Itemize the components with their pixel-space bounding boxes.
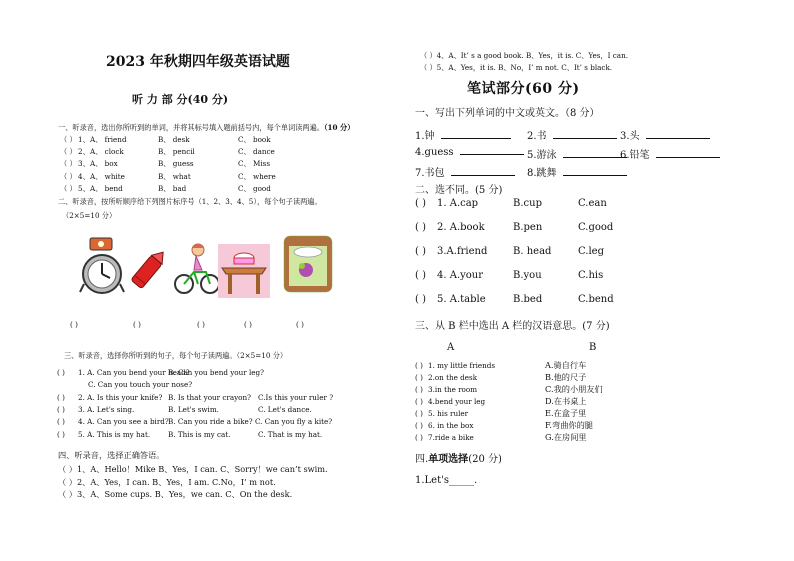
option-a: 5. A.table <box>437 294 486 305</box>
option-a: A、 clock <box>90 147 124 157</box>
picture-answer-bracket[interactable]: ( ) <box>296 320 304 329</box>
picture-answer-bracket[interactable]: ( ) <box>244 320 252 329</box>
answer-paren[interactable]: ( ) <box>415 409 423 418</box>
question-number: 2、 <box>78 147 90 157</box>
option-c: C、 book <box>238 135 271 144</box>
right-sec2-heading: 二、选不同。(5 分) <box>415 185 503 196</box>
question-row: （ ）5、A、Yes，it is. B、No，I’ m not. C、It’ s black. <box>420 63 613 72</box>
heading-bold: 单项选择 <box>428 454 469 465</box>
option-c: C、 good <box>238 183 271 193</box>
vocab-label: 7.书包 <box>415 168 445 179</box>
column-b-item: C.我的小朋友们 <box>545 384 603 394</box>
right-sec4-q1: 1.Let's_____. <box>415 475 478 486</box>
option-a: 4. A.your <box>437 270 484 281</box>
answer-paren[interactable]: ( ) <box>415 270 426 281</box>
answer-paren[interactable]: ( ) <box>415 198 426 209</box>
column-a-item: 3.in the room <box>428 385 478 394</box>
option-c: C. That is my hat. <box>258 429 323 439</box>
option-a: C. Can you touch your nose? <box>88 380 193 390</box>
bed-picture <box>282 232 334 296</box>
column-a-item: 7.ride a bike <box>428 433 474 442</box>
question-number: 4、 <box>78 171 90 181</box>
option-b: B. Is that your crayon? <box>168 392 251 402</box>
bike-picture <box>174 240 220 296</box>
vocab-item <box>620 146 720 161</box>
column-b-item: F.弯曲你的腿 <box>545 420 593 430</box>
option-a: 4. A. Can you see a bird? <box>78 417 169 427</box>
left-sec2-score: （2×5=10 分） <box>62 211 117 220</box>
answer-paren[interactable]: ( ) <box>57 368 65 377</box>
answer-paren[interactable]: ( ) <box>415 385 423 394</box>
option-a: 1. A. Can you bend your head? <box>78 368 190 377</box>
column-a-item: 5. his ruler <box>428 409 469 418</box>
picture-answer-bracket[interactable]: ( ) <box>70 320 78 329</box>
answer-paren[interactable]: （ ） <box>60 183 77 193</box>
vocab-label: 3.头 <box>620 131 640 142</box>
right-sec3-heading: 三、从 B 栏中选出 A 栏的汉语意思。(7 分) <box>415 321 610 332</box>
question-row: （ ）4、A、It’ s a good book. B、Yes，it is. C、Yes，I can. <box>420 51 628 60</box>
option-a: 3.A.friend <box>437 246 488 257</box>
score-text: （10 分） <box>323 123 355 132</box>
vocab-label: 8.跳舞 <box>527 168 557 179</box>
column-b-item: A.骑自行车 <box>545 360 587 370</box>
column-b-item: E.在盒子里 <box>545 408 587 418</box>
option-b: B、 pencil <box>158 147 195 157</box>
option-b: B.bed <box>513 294 543 305</box>
answer-blank[interactable] <box>563 167 627 176</box>
option-b: B、 desk <box>158 135 190 144</box>
left-sec3-instruction: 三、听录音，选择你所听到的句子，每个句子读两遍。（2×5=10 分） <box>64 351 288 360</box>
option-b: B.you <box>513 270 542 281</box>
answer-blank[interactable] <box>553 130 617 139</box>
crayon-picture <box>125 244 173 294</box>
option-a: 2. A. Is this your knife? <box>78 392 163 402</box>
instruction-text: 一、听录音，选出你所听到的单词，并将其标号填入题前括号内，每个单词读两遍。 <box>58 123 324 132</box>
option-b: B、 guess <box>158 159 194 169</box>
page-title: 2023 年秋期四年级英语试题 <box>106 54 290 70</box>
option-c: C.ean <box>578 198 607 209</box>
vocab-label: 6.铅笔 <box>620 149 650 161</box>
option-b: B. Can you bend your leg? <box>168 368 264 377</box>
option-b: B.pen <box>513 222 543 233</box>
vocab-label: 5.游泳 <box>527 149 557 161</box>
answer-blank[interactable] <box>441 130 511 139</box>
vocab-item <box>527 164 627 179</box>
written-header: 笔试部分(60 分) <box>467 81 580 97</box>
option-a: A、 bend <box>90 183 123 193</box>
vocab-item <box>527 146 627 161</box>
right-sec4-heading <box>415 450 502 465</box>
option-b: B、 what <box>158 171 191 181</box>
vocab-label: 1.钟 <box>415 131 435 142</box>
question-number: 1、 <box>78 135 90 144</box>
option-c: C.bend <box>578 294 614 305</box>
option-b: B. Can you ride a bike? C. Can you fly a kite? <box>168 417 333 427</box>
column-a-item: 6. in the box <box>428 421 474 430</box>
column-b-item: B.他的尺子 <box>545 372 587 382</box>
desk-with-cake-picture <box>218 244 270 298</box>
option-a: 2. A.book <box>437 222 485 233</box>
answer-paren[interactable]: ( ) <box>415 433 423 442</box>
option-c: C、 dance <box>238 147 275 157</box>
column-b-item: G.在房间里 <box>545 432 587 442</box>
answer-paren[interactable]: ( ) <box>415 222 426 233</box>
clock-picture <box>72 236 132 296</box>
vocab-item <box>415 146 524 158</box>
answer-paren[interactable]: ( ) <box>415 373 423 382</box>
vocab-item <box>415 164 515 179</box>
vocab-item <box>415 127 511 142</box>
option-a: 1. A.cap <box>437 198 479 209</box>
vocab-item <box>527 127 617 142</box>
option-a: 3. A. Let's sing. <box>78 404 135 414</box>
option-b: B、 bad <box>158 183 187 193</box>
option-c: C、 where <box>238 171 276 181</box>
option-a: 5. A. This is my hat. <box>78 429 151 439</box>
option-c: C. Let's dance. <box>258 404 312 414</box>
option-b: B.cup <box>513 198 542 209</box>
vocab-label: 2.书 <box>527 131 547 142</box>
answer-paren[interactable]: ( ) <box>415 421 423 430</box>
answer-blank[interactable] <box>460 146 524 155</box>
answer-paren[interactable]: ( ) <box>415 294 426 305</box>
option-b: B. head <box>513 246 552 257</box>
option-b: B. This is my cat. <box>168 429 231 439</box>
heading-prefix: 四. <box>415 454 429 465</box>
option-a: A、 box <box>90 159 118 169</box>
option-c: C.leg <box>578 246 604 257</box>
heading-suffix: (20 分) <box>468 454 502 465</box>
answer-paren[interactable]: ( ) <box>415 246 426 257</box>
answer-paren[interactable]: （ ） <box>60 147 77 157</box>
option-a: A、 white <box>90 171 125 181</box>
picture-answer-bracket[interactable]: ( ) <box>133 320 141 329</box>
answer-paren[interactable]: ( ) <box>57 429 65 439</box>
answer-blank[interactable] <box>563 149 627 158</box>
answer-paren[interactable]: ( ) <box>415 397 423 406</box>
column-b-item: D.在书桌上 <box>545 396 587 406</box>
question-row: （ ）3、A、Some cups. B、Yes，we can. C、On the desk. <box>58 489 293 499</box>
question-row: （ ）1、A、Hello！Mike B、Yes，I can. C、Sorry！we can’t swim. <box>58 464 328 474</box>
column-a-item: 4.bend your leg <box>428 397 486 406</box>
option-b: B. Let's swim. <box>168 404 219 414</box>
question-row: （ ）2、A、Yes，I can. B、Yes，I am. C.No，I’ m not. <box>58 476 276 487</box>
answer-blank[interactable] <box>451 167 515 176</box>
answer-paren[interactable]: （ ） <box>60 171 77 181</box>
answer-blank[interactable] <box>656 149 720 158</box>
option-c: C、 Miss <box>238 159 271 169</box>
answer-paren[interactable]: （ ） <box>60 159 77 169</box>
answer-paren[interactable]: ( ) <box>57 404 65 414</box>
column-b-label: B <box>589 342 597 353</box>
column-a-label: A <box>447 342 455 353</box>
answer-blank[interactable] <box>646 130 710 139</box>
picture-answer-bracket[interactable]: ( ) <box>197 320 205 329</box>
listening-header: 听 力 部 分(40 分) <box>132 93 229 106</box>
option-c: C.his <box>578 270 604 281</box>
left-sec4-instruction: 四、听录音，选择正确答语。 <box>58 450 165 460</box>
left-sec2-instruction: 二、听录音，按所听顺序给下列图片标序号（1、2、3、4、5），每个句子读两遍。 <box>58 197 322 206</box>
question-number: 3、 <box>78 159 90 169</box>
answer-paren[interactable]: ( ) <box>57 392 65 402</box>
answer-paren[interactable]: ( ) <box>57 417 65 427</box>
answer-paren[interactable]: （ ） <box>60 135 77 144</box>
question-number: 5、 <box>78 183 90 193</box>
answer-paren[interactable]: ( ) <box>415 361 423 370</box>
vocab-label: 4.guess <box>415 146 454 158</box>
option-a: A、 friend <box>90 135 127 144</box>
column-a-item: 2.on the desk <box>428 373 478 382</box>
option-c: C.Is this your ruler ? <box>258 392 334 402</box>
right-sec1-heading: 一、写出下列单词的中文或英文。（8 分） <box>415 108 600 119</box>
vocab-item <box>620 127 710 142</box>
column-a-item: 1. my little friends <box>428 361 496 370</box>
option-c: C.good <box>578 222 614 233</box>
left-sec1-instruction <box>58 123 354 133</box>
